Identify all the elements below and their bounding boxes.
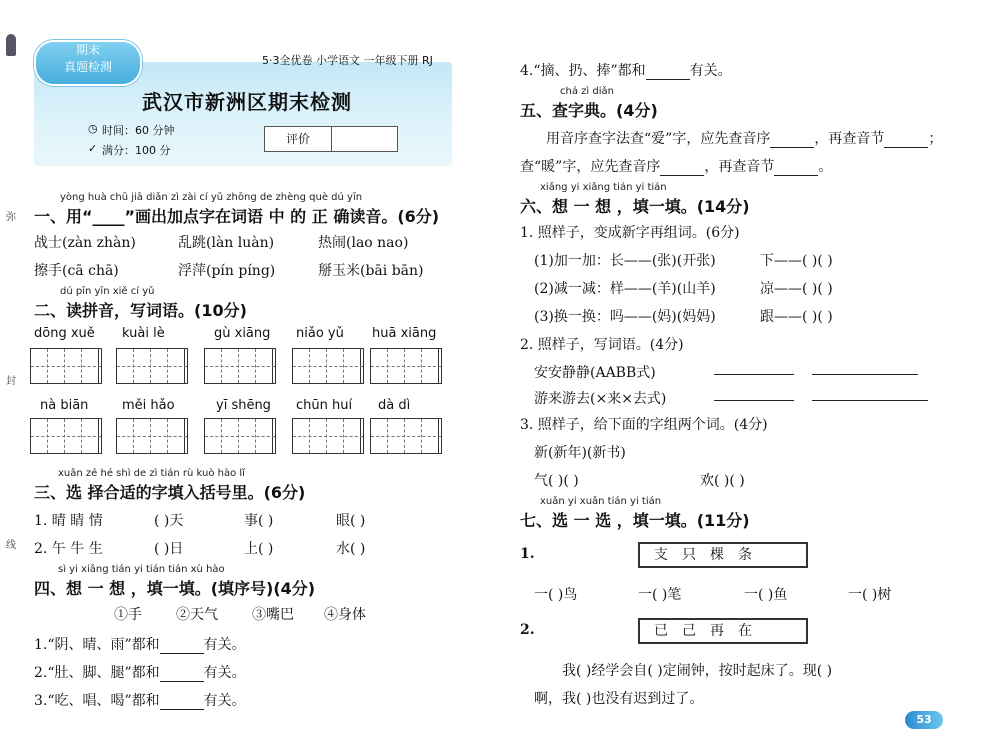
- sec6-q3-example: 新(新年)(新书): [534, 445, 626, 461]
- fill-blank[interactable]: 事( ): [244, 513, 274, 529]
- writing-grid[interactable]: [116, 348, 188, 384]
- sec2-pinyin: dú pīn yīn xiě cí yǔ: [60, 286, 155, 297]
- writing-grid[interactable]: [292, 418, 364, 454]
- sec4-q1: 1.“阴、晴、雨”都和 有关。: [34, 637, 246, 653]
- option: ①手: [114, 607, 142, 623]
- writing-grid[interactable]: [370, 348, 442, 384]
- pinyin-prompt: gù xiāng: [214, 326, 271, 341]
- sec6-example: (2)减一减：样——(羊)(山羊): [534, 281, 716, 297]
- option: ③嘴巴: [252, 607, 294, 623]
- option: ④身体: [324, 607, 366, 623]
- sec5-line2: 查“暖”字，应先查音序 ，再查音节 。: [520, 159, 833, 175]
- sec6-q3: 3. 照样子，给下面的字组两个词。(4分): [520, 417, 768, 433]
- writing-grid[interactable]: [116, 418, 188, 454]
- writing-grid[interactable]: [204, 348, 276, 384]
- sec6-pattern: 安安静静(AABB式): [534, 365, 656, 381]
- eval-label: 评价: [265, 127, 332, 151]
- sec7-q2-line2[interactable]: 啊，我( )也没有迟到过了。: [534, 691, 704, 707]
- sec4-title: 四、想 一 想 ，填一填。(填序号)(4分): [34, 579, 316, 598]
- fill-blank[interactable]: 凉——( )( ): [760, 281, 833, 297]
- answer-line[interactable]: [714, 374, 794, 375]
- clock-icon: ◷: [88, 122, 98, 135]
- fill-blank[interactable]: 一( )鸟: [534, 587, 578, 603]
- sec1-item: 擦手(cā chā): [34, 263, 119, 279]
- sec7-q2-num: 2.: [520, 622, 535, 638]
- sec6-title: 六、想 一 想 ，填一填。(14分): [520, 197, 750, 216]
- sec7-pinyin: xuǎn yi xuǎn tián yi tián: [540, 496, 662, 507]
- sec2-title: 二、读拼音，写词语。(10分): [34, 301, 247, 320]
- answer-blank[interactable]: [660, 161, 704, 176]
- fill-blank[interactable]: 一( )树: [848, 587, 892, 603]
- sec6-pattern: 游来游去(×来×去式): [534, 391, 667, 407]
- sec4-q2: 2.“肚、脚、腿”都和 有关。: [34, 665, 246, 681]
- rocket-icon: [6, 34, 16, 56]
- fill-blank[interactable]: 一( )鱼: [744, 587, 788, 603]
- sec1-pinyin: yòng huà chū jiā diǎn zì zài cí yǔ zhōng de zhèng què dú yīn: [60, 192, 363, 203]
- series-label: 5·3全优卷 小学语文 一年级下册 RJ: [262, 54, 433, 67]
- time-label: 时间：60 分钟: [102, 124, 175, 137]
- sec4-q3: 3.“吃、唱、喝”都和 有关。: [34, 693, 246, 709]
- page-number: 53: [905, 711, 943, 729]
- sec5-line1: 用音序查字法查“爱”字，应先查音序 ，再查音节 ；: [546, 131, 943, 147]
- exam-badge: [34, 40, 142, 86]
- pinyin-prompt: měi hǎo: [122, 398, 175, 413]
- sec6-example: (3)换一换：吗——(妈)(妈妈): [534, 309, 716, 325]
- sec1-item: 热闹(lao nao): [318, 235, 409, 251]
- fill-blank[interactable]: 气( )( ): [534, 473, 579, 489]
- pinyin-prompt: kuài lè: [122, 326, 165, 341]
- answer-blank[interactable]: [160, 639, 204, 654]
- writing-grid[interactable]: [30, 348, 102, 384]
- fill-blank[interactable]: ( )日: [154, 541, 184, 557]
- word-options-box: 支只棵条: [638, 542, 808, 568]
- word-options-box: 已己再在: [638, 618, 808, 644]
- pinyin-prompt: huā xiāng: [372, 326, 437, 341]
- fill-blank[interactable]: 下——( )( ): [760, 253, 833, 269]
- answer-blank[interactable]: [160, 695, 204, 710]
- evaluation-box: [264, 126, 398, 152]
- badge-line1: 期末: [75, 43, 100, 57]
- sec5-pinyin: chá zì diǎn: [560, 86, 614, 97]
- writing-grid[interactable]: [370, 418, 442, 454]
- sec6-pinyin: xiǎng yi xiǎng tián yi tián: [540, 182, 667, 193]
- pinyin-prompt: niǎo yǔ: [296, 326, 344, 341]
- answer-blank[interactable]: [774, 161, 818, 176]
- sec5-title: 五、查字典。(4分): [520, 101, 658, 120]
- pinyin-prompt: chūn huí: [296, 398, 353, 413]
- sec4-pinyin: sì yi xiǎng tián yi tián tián xù hào: [58, 564, 225, 575]
- fill-blank[interactable]: 跟——( )( ): [760, 309, 833, 325]
- spine-char: 弥: [6, 212, 16, 223]
- answer-blank[interactable]: [646, 65, 690, 80]
- sec6-q1: 1. 照样子，变成新字再组词。(6分): [520, 225, 740, 241]
- option: ②天气: [176, 607, 218, 623]
- sec1-item: 浮萍(pín píng): [178, 263, 276, 279]
- sec1-item: 战士(zàn zhàn): [34, 235, 136, 251]
- writing-grid[interactable]: [204, 418, 276, 454]
- writing-grid[interactable]: [292, 348, 364, 384]
- pinyin-prompt: dà dì: [378, 398, 411, 413]
- sec7-title: 七、选 一 选 ，填一填。(11分): [520, 511, 750, 530]
- sec1-title: 一、用“____”画出加点字在词语 中 的 正 确读音。(6分): [34, 207, 440, 226]
- pinyin-prompt: yī shēng: [216, 398, 271, 413]
- sec1-item: 掰玉米(bāi bān): [318, 263, 424, 279]
- score-label: 满分：100 分: [102, 144, 171, 157]
- fill-blank[interactable]: 欢( )( ): [700, 473, 745, 489]
- pinyin-prompt: dōng xuě: [34, 326, 95, 341]
- answer-blank[interactable]: [160, 667, 204, 682]
- answer-line[interactable]: [714, 400, 794, 401]
- sec3-chars: 2. 午 牛 生: [34, 541, 103, 557]
- sec7-q2-line1[interactable]: 我( )经学会自( )定闹钟，按时起床了。现( ): [562, 663, 833, 679]
- page-title: 武汉市新洲区期末检测: [142, 90, 352, 114]
- sec6-example: (1)加一加：长——(张)(开张): [534, 253, 716, 269]
- answer-blank[interactable]: [770, 133, 814, 148]
- sec3-title: 三、选 择合适的字填入括号里。(6分): [34, 483, 306, 502]
- writing-grid[interactable]: [30, 418, 102, 454]
- sec1-item: 乱跳(làn luàn): [178, 235, 275, 251]
- sec3-chars: 1. 晴 睛 情: [34, 513, 103, 529]
- sec3-pinyin: xuǎn zé hé shì de zì tián rù kuò hào lǐ: [58, 468, 245, 479]
- fill-blank[interactable]: 一( )笔: [638, 587, 682, 603]
- badge-line2: 真题检测: [63, 60, 112, 74]
- answer-line[interactable]: [812, 374, 918, 375]
- answer-blank[interactable]: [884, 133, 928, 148]
- pinyin-prompt: nà biān: [40, 398, 89, 413]
- fill-blank[interactable]: 上( ): [244, 541, 274, 557]
- spine-char: 封: [6, 376, 16, 387]
- fill-blank[interactable]: 水( ): [336, 541, 366, 557]
- sec7-q1-num: 1.: [520, 546, 535, 562]
- answer-line[interactable]: [812, 400, 928, 401]
- fill-blank[interactable]: 眼( ): [336, 513, 366, 529]
- fill-blank[interactable]: ( )天: [154, 513, 184, 529]
- spine-char: 线: [6, 540, 16, 551]
- check-icon: ✓: [88, 142, 98, 155]
- sec6-q2: 2. 照样子，写词语。(4分): [520, 337, 684, 353]
- sec4-q4: 4.“摘、扔、捧”都和 有关。: [520, 63, 732, 79]
